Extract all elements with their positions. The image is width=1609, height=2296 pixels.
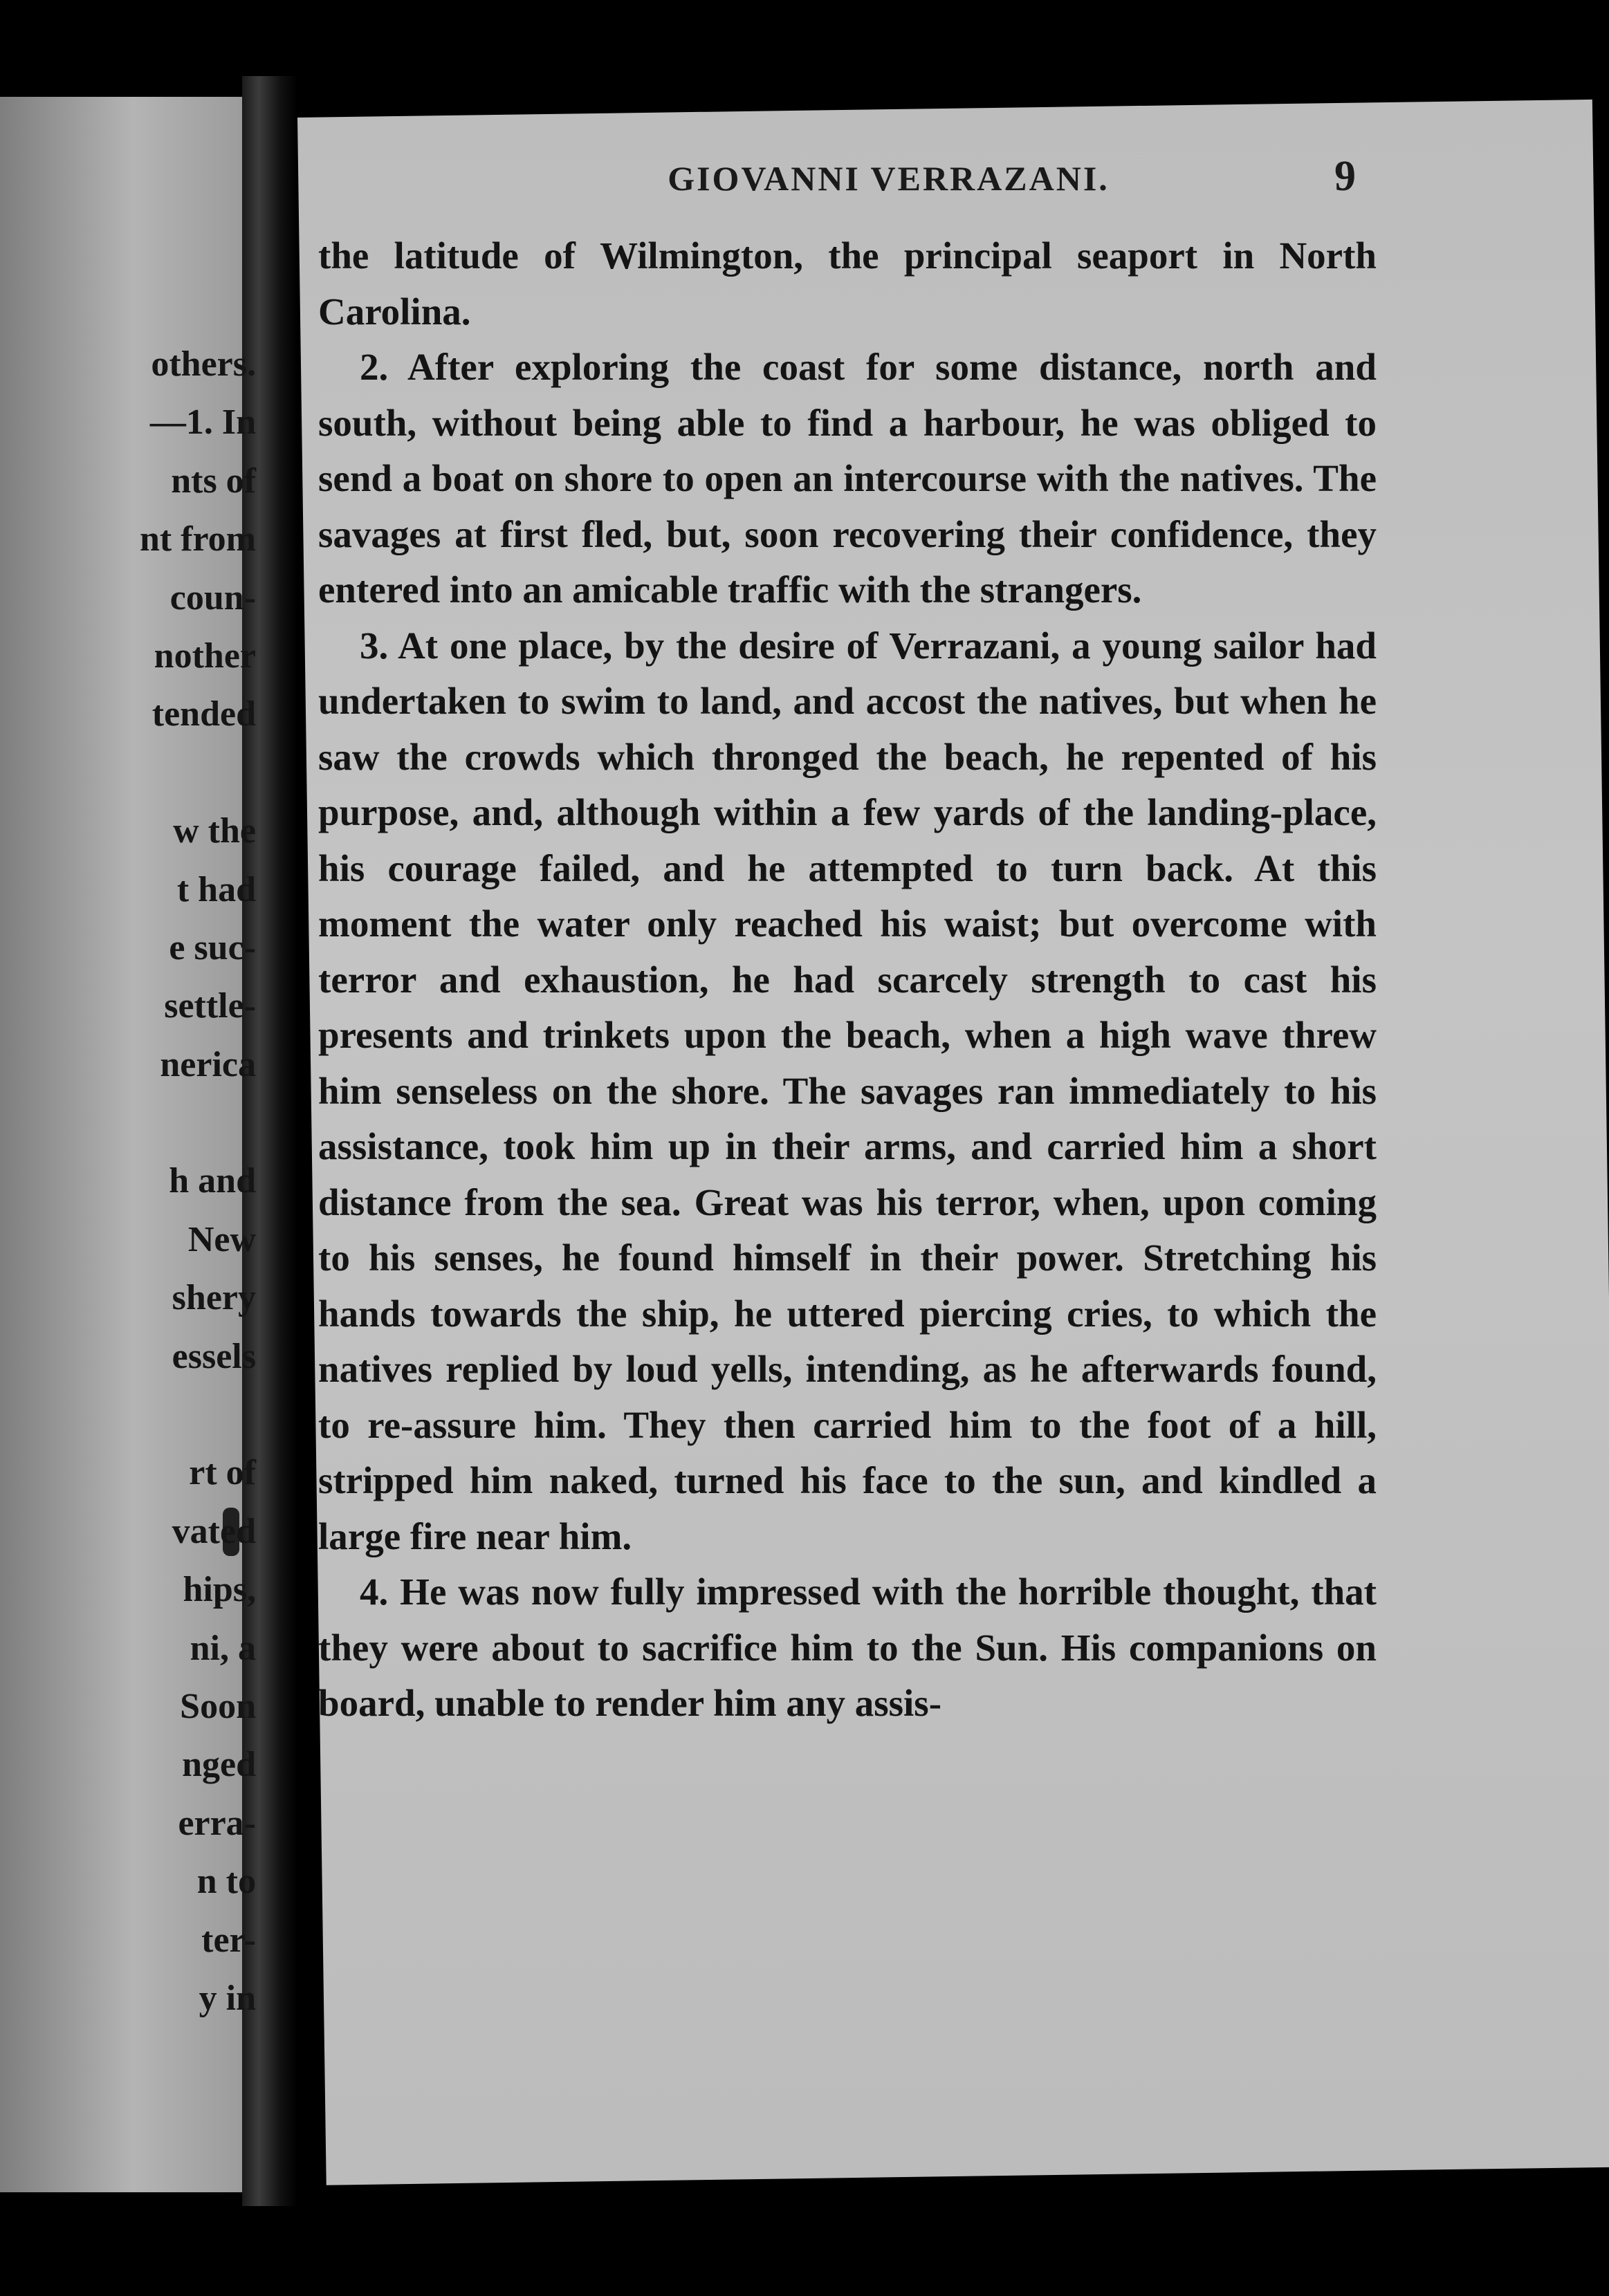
left-page-fragment: nerica (160, 1044, 256, 1084)
left-page-fragment: nts of (171, 461, 256, 501)
paragraph-continuation: the latitude of Wilmington, the principal seaport in North Carolina. (318, 234, 1377, 333)
left-page-fragment: ter- (201, 1920, 256, 1960)
left-page-fragment: coun- (169, 577, 256, 618)
running-head (346, 152, 1356, 201)
left-page-fragment: rt of (189, 1453, 256, 1493)
running-title: GIOVANNI VERRAZANI. (668, 159, 1110, 198)
left-page-fragment: hips, (183, 1570, 256, 1610)
page-number: 9 (1334, 153, 1356, 200)
left-page-fragment: n to (196, 1862, 256, 1902)
paragraph-4: 4. He was now fully impressed with the horrible thought, that they were about to sacrifice him to the Sun. His companions on board, unable to render him any assis- (318, 1571, 1377, 1724)
left-page-fragment: essels (172, 1336, 256, 1376)
left-page-fragment: settle- (164, 986, 256, 1026)
left-page-fragment: shery (172, 1278, 256, 1318)
paragraph-2: 2. After exploring the coast for some distance, north and south, without being able to find a harbour, he was obliged to send a boat on shore to open an intercourse with the natives. The savages at first fled, but, soon recovering their confidence, they entered into an amicable traffic with the strangers. (318, 346, 1377, 611)
left-page-fragment: y in (199, 1978, 256, 2018)
left-page-fragment: tended (151, 694, 256, 734)
left-page-fragment: vated (172, 1511, 256, 1551)
left-page-fragment: —1. In (149, 402, 256, 443)
left-page-fragment: erra- (178, 1803, 256, 1843)
left-page-text-fragments (0, 335, 256, 2028)
left-page-fragment: t had (176, 869, 256, 909)
left-page-fragment: w the (173, 811, 256, 851)
left-page-fragment: others. (151, 344, 256, 384)
left-page-fragment: e suc- (169, 927, 256, 968)
left-page-fragment: Soon (180, 1686, 256, 1726)
left-page-fragment: h and (169, 1161, 256, 1201)
left-page-fragment: ni, a (190, 1628, 256, 1668)
left-page-fragment: nt from (139, 519, 256, 559)
left-page-fragment: nother (154, 636, 256, 676)
paragraph-3: 3. At one place, by the desire of Verrazani, a young sailor had undertaken to swim to land, and accost the natives, but when he saw the crowds which thronged the beach, he repented of his purpose, and, although within a few yards of the landing-place, his courage failed, and he attempted to turn back. At this moment the water only reached his waist; but overcome with terror and exhaustion, he had scarcely strength to cast his presents and trinkets upon the beach, when a high wave threw him senseless on the shore. The savages ran immediately to his assistance, took him up in their arms, and carried him a short distance from the sea. Great was his terror, when, upon coming to his senses, he found himself in their power. Stretching his hands towards the ship, he uttered piercing cries, to which the natives replied by loud yells, intending, as he afterwards found, to re-assure him. They then carried him to the foot of a hill, stripped him naked, turned his face to the sun, and kindled a large fire near him. (318, 624, 1377, 1557)
body-text (318, 228, 1377, 1732)
left-page-fragment: nged (182, 1745, 256, 1785)
left-page-fragment: New (187, 1219, 256, 1259)
